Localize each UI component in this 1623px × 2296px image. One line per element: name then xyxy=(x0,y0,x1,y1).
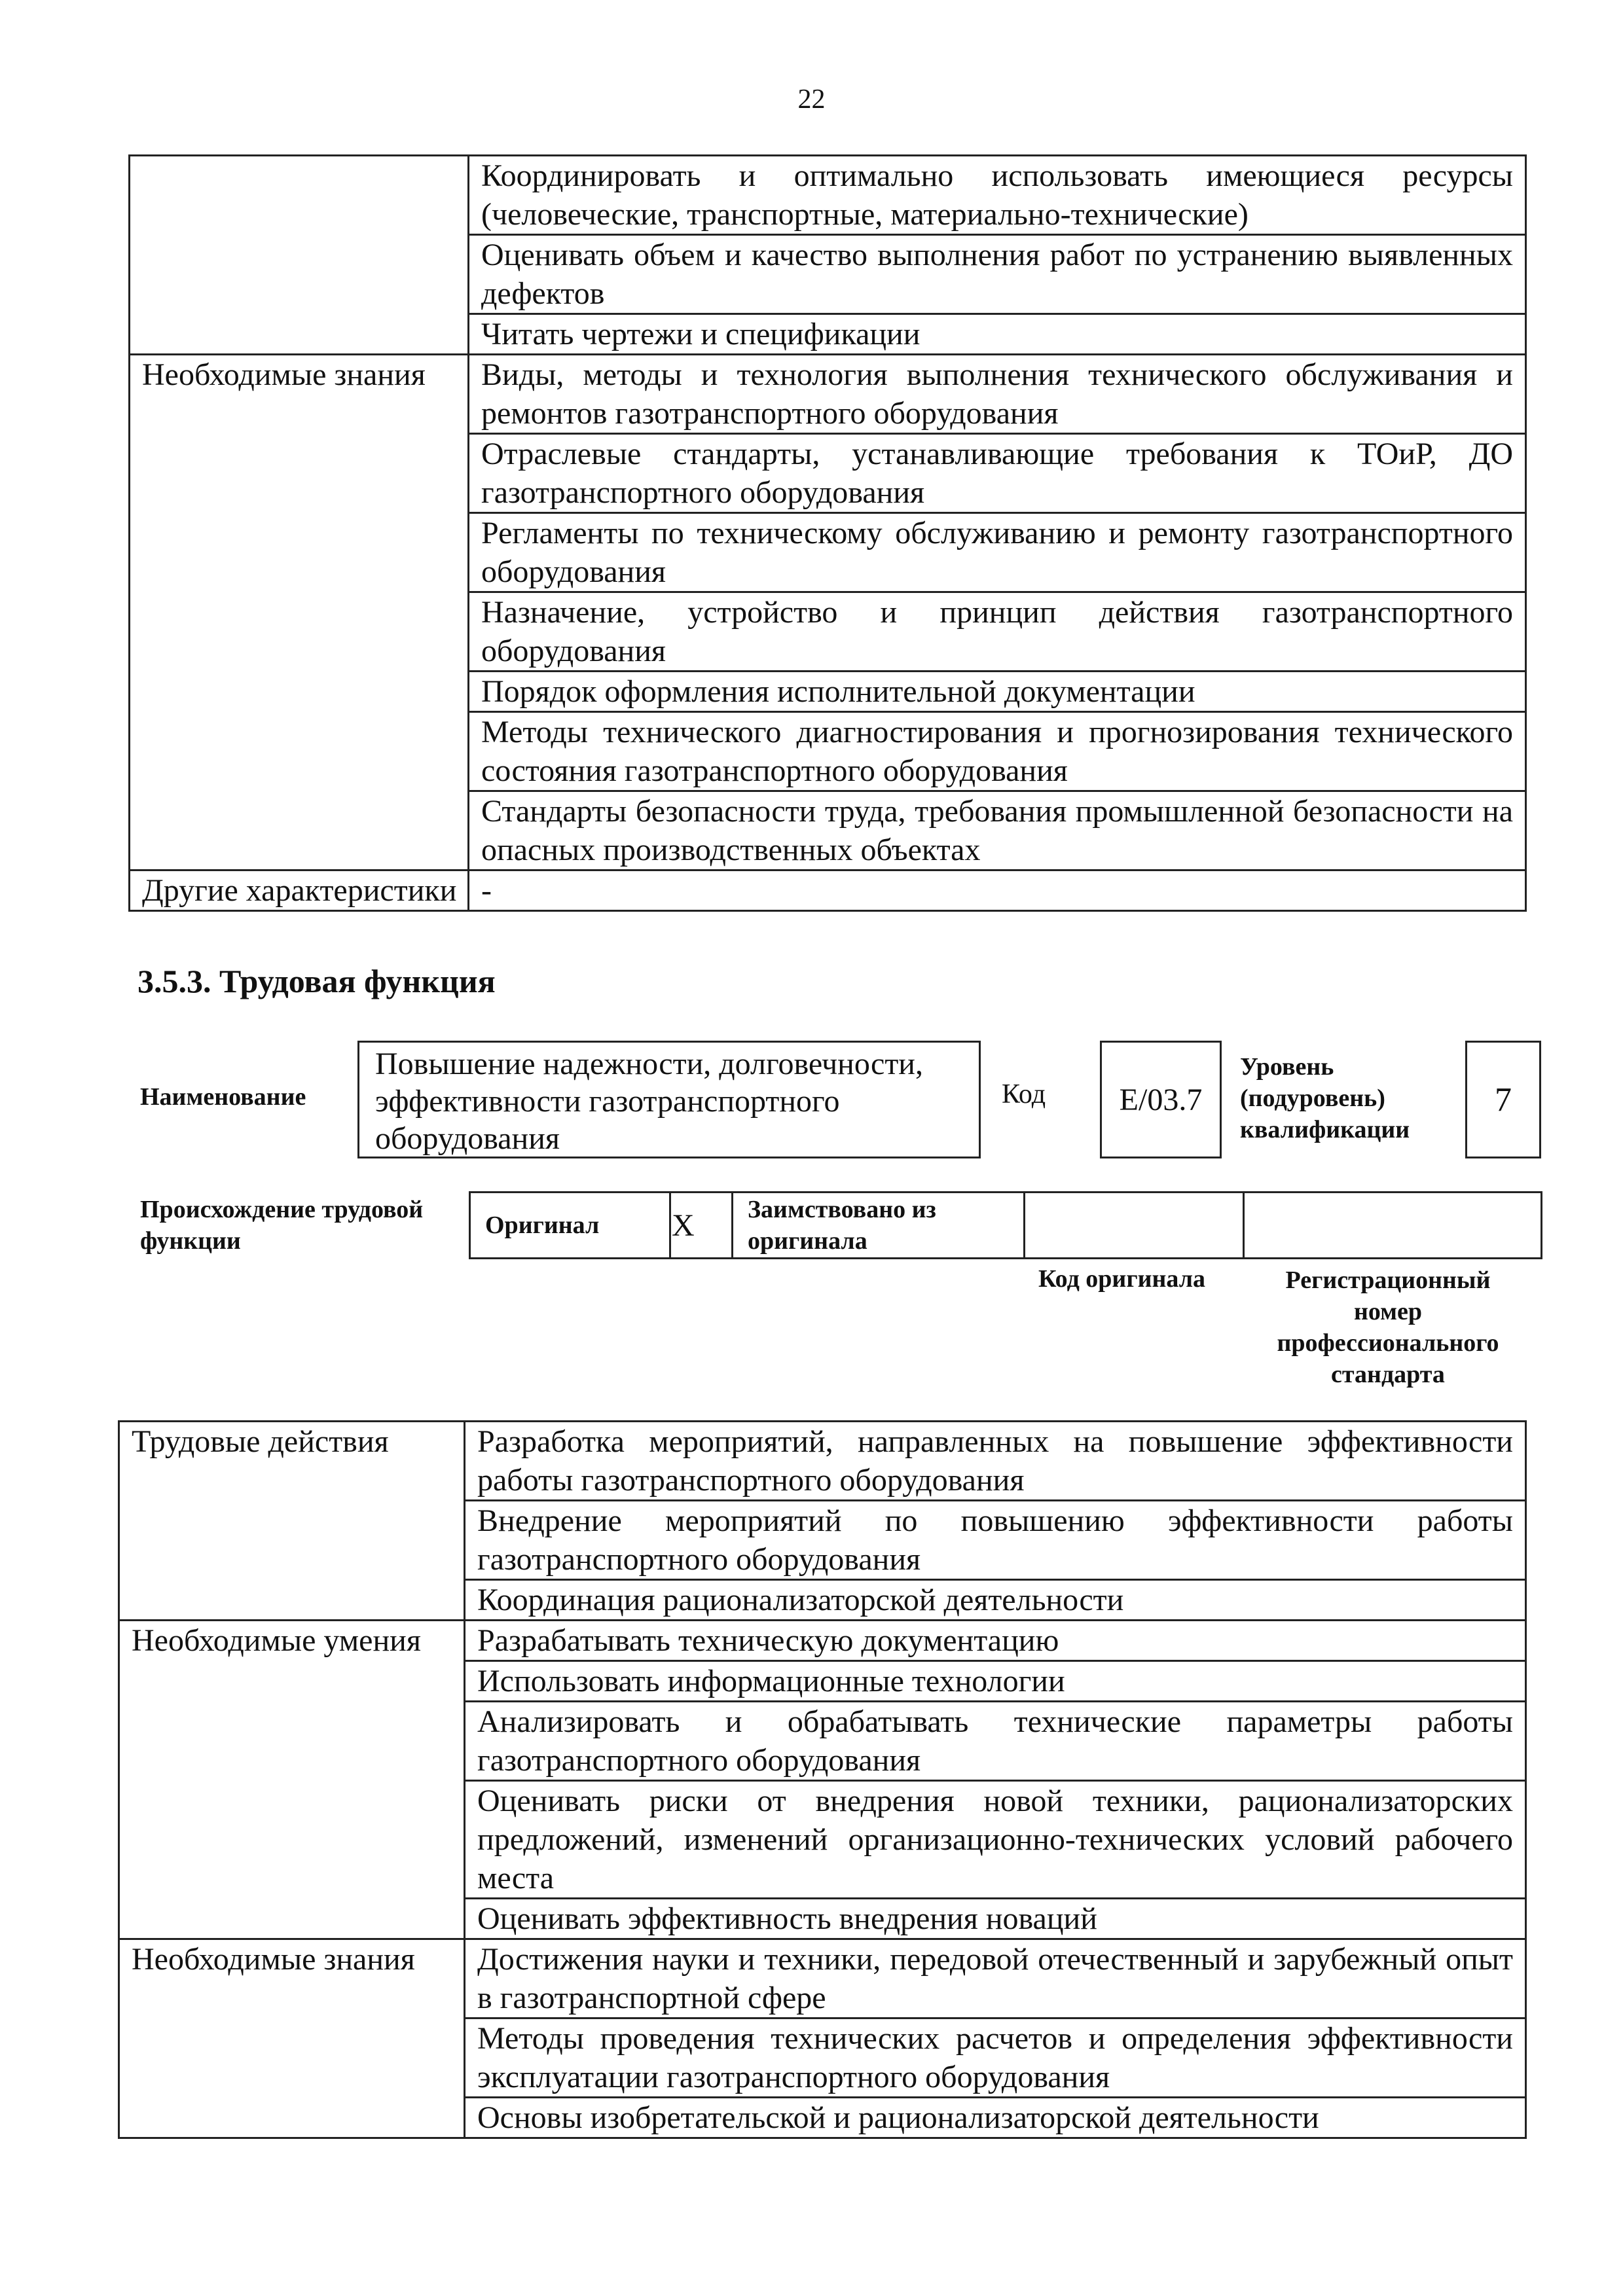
skills-knowledge-table-continued xyxy=(128,154,1527,912)
function-name-field: Повышение надежности, долговечности, эффективности газотранспортного оборудования xyxy=(357,1041,981,1158)
table-row xyxy=(130,355,1526,434)
table-row xyxy=(130,870,1526,911)
row-item: Отраслевые стандарты, устанавливающие требования к ТОиР, ДО газотранспортного оборудования xyxy=(469,434,1526,513)
row-item: Методы технического диагностирования и прогнозирования технического состояния газотранспортного оборудования xyxy=(469,712,1526,791)
row-item: Оценивать риски от внедрения новой техники, рационализаторских предложений, изменений организационно-технических условий рабочего места xyxy=(465,1781,1526,1899)
row-item: Внедрение мероприятий по повышению эффективности работы газотранспортного оборудования xyxy=(465,1501,1526,1580)
code-label: Код xyxy=(1002,1079,1046,1109)
row-item: Виды, методы и технология выполнения технического обслуживания и ремонтов газотранспортного оборудования xyxy=(469,355,1526,434)
name-label: Наименование xyxy=(140,1083,306,1111)
row-item: Координировать и оптимально использовать имеющиеся ресурсы (человеческие, транспортные, материально-технические) xyxy=(469,156,1526,235)
page-number: 22 xyxy=(797,84,826,115)
origin-label: Происхождение трудовой функции xyxy=(140,1196,424,1255)
table-row xyxy=(119,1939,1526,2018)
row-item: Методы проведения технических расчетов и определения эффективности эксплуатации газотранспортного оборудования xyxy=(465,2018,1526,2098)
row-item: Порядок оформления исполнительной документации xyxy=(469,672,1526,712)
row-label: Необходимые знания xyxy=(119,1939,465,2138)
reg-number-label: Регистрационный номер профессионального стандарта xyxy=(1277,1266,1499,1388)
row-item: Достижения науки и техники, передовой отечественный и зарубежный опыт в газотранспортной сфере xyxy=(465,1939,1526,2018)
table-row xyxy=(119,1621,1526,1661)
code-original-cell xyxy=(1025,1193,1244,1259)
row-item: Регламенты по техническому обслуживанию и ремонту газотранспортного оборудования xyxy=(469,513,1526,592)
row-label: Другие характеристики xyxy=(130,870,469,911)
qualification-level-field: 7 xyxy=(1465,1041,1541,1158)
origin-original-cell: Оригинал xyxy=(470,1193,670,1259)
row-item: Разрабатывать техническую документацию xyxy=(465,1621,1526,1661)
row-item: Основы изобретательской и рационализаторской деятельности xyxy=(465,2098,1526,2138)
row-item: Анализировать и обрабатывать технические параметры работы газотранспортного оборудования xyxy=(465,1702,1526,1781)
code-field: E/03.7 xyxy=(1100,1041,1222,1158)
row-item: Оценивать объем и качество выполнения работ по устранению выявленных дефектов xyxy=(469,235,1526,314)
section-title: 3.5.3. Трудовая функция xyxy=(137,963,496,999)
row-label: Необходимые умения xyxy=(119,1621,465,1939)
row-label xyxy=(130,156,469,355)
origin-table xyxy=(469,1191,1542,1259)
origin-mark-cell: X xyxy=(670,1193,733,1259)
row-item: Координация рационализаторской деятельности xyxy=(465,1580,1526,1621)
code-original-label: Код оригинала xyxy=(1038,1265,1206,1293)
origin-borrowed-cell: Заимствовано из оригинала xyxy=(733,1193,1025,1259)
row-label: Необходимые знания xyxy=(130,355,469,870)
reg-number-cell xyxy=(1244,1193,1542,1259)
labor-function-table xyxy=(118,1420,1527,2139)
row-item: - xyxy=(469,870,1526,911)
row-item: Стандарты безопасности труда, требования промышленной безопасности на опасных производственных объектах xyxy=(469,791,1526,870)
qualification-level-label: Уровень (подуровень) квалификации xyxy=(1240,1053,1410,1143)
row-label: Трудовые действия xyxy=(119,1422,465,1621)
table-row xyxy=(119,1422,1526,1501)
row-item: Назначение, устройство и принцип действия газотранспортного оборудования xyxy=(469,592,1526,672)
row-item: Читать чертежи и спецификации xyxy=(469,314,1526,355)
row-item: Оценивать эффективность внедрения новаций xyxy=(465,1899,1526,1939)
row-item: Использовать информационные технологии xyxy=(465,1661,1526,1702)
row-item: Разработка мероприятий, направленных на повышение эффективности работы газотранспортного оборудования xyxy=(465,1422,1526,1501)
table-row xyxy=(130,156,1526,235)
